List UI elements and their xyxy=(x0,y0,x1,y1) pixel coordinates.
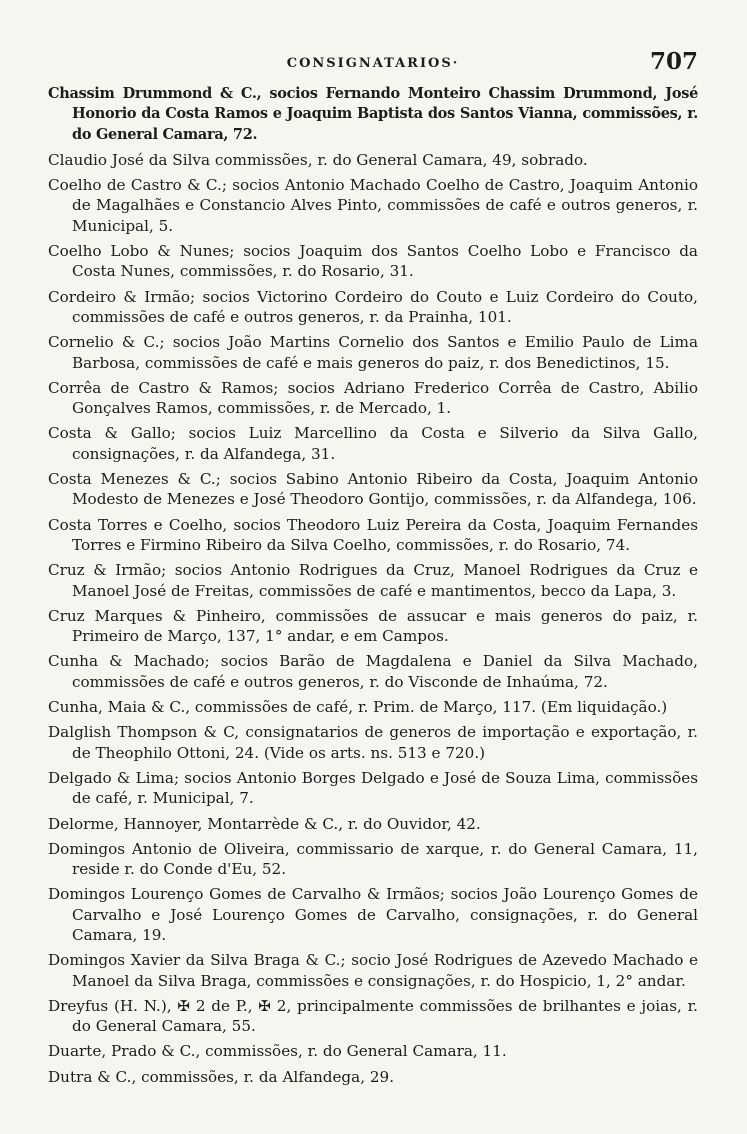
directory-entry: Claudio José da Silva commissões, r. do General Camara, 49, sobrado. xyxy=(48,150,588,169)
directory-entry: Delgado & Lima; socios Antonio Borges Delgado e José de Souza Lima, commissões de café, r. Municipal, 7. xyxy=(48,768,698,808)
directory-entry: Cunha, Maia & C., commissões de café, r. Prim. de Março, 117. (Em liquidação.) xyxy=(48,698,668,717)
entry-list xyxy=(48,84,698,1087)
directory-entry: Domingos Lourenço Gomes de Carvalho & Irmãos; socios João Lourenço Gomes de Carvalho e José Lourenço Gomes de Carvalho, consignações, r. do General Camara, 19. xyxy=(48,885,698,944)
directory-entry: Cornelio & C.; socios João Martins Cornelio dos Santos e Emilio Paulo de Lima Barbosa, commissões de café e mais generos do paiz, r. dos Benedictinos, 15. xyxy=(48,333,698,372)
directory-entry: Dreyfus (H. N.), ✠ 2 de P., ✠ 2, principalmente commissões de brilhantes e joias, r. do General Camara, 55. xyxy=(48,996,698,1036)
directory-entry: Corrêa de Castro & Ramos; socios Adriano Frederico Corrêa de Castro, Abilio Gonçalves Ramos, commissões, r. de Mercado, 1. xyxy=(48,378,698,418)
directory-page xyxy=(48,48,698,1092)
directory-entry: Coelho de Castro & C.; socios Antonio Machado Coelho de Castro, Joaquim Antonio de Magalhães e Constancio Alves Pinto, commissões de café e outros generos, r. Municipal, 5. xyxy=(48,176,698,235)
running-head: CONSIGNATARIOS· xyxy=(286,56,460,71)
directory-entry: Coelho Lobo & Nunes; socios Joaquim dos Santos Coelho Lobo e Francisco da Costa Nunes, commissões, r. do Rosario, 31. xyxy=(48,242,698,281)
page-number: 707 xyxy=(649,48,698,75)
directory-entry: Duarte, Prado & C., commissões, r. do General Camara, 11. xyxy=(48,1042,507,1061)
directory-entry: Cordeiro & Irmão; socios Victorino Cordeiro do Couto e Luiz Cordeiro do Couto, commissões de café e outros generos, r. da Prainha, 101. xyxy=(48,287,698,326)
page-header xyxy=(48,48,698,84)
directory-entry: Chassim Drummond & C., socios Fernando Monteiro Chassim Drummond, José Honorio da Costa Ramos e Joaquim Baptista dos Santos Vianna, commissões, r. do General Camara, 72. xyxy=(48,85,698,143)
directory-entry: Delorme, Hannoyer, Montarrède & C., r. do Ouvidor, 42. xyxy=(48,814,481,833)
directory-entry: Costa Menezes & C.; socios Sabino Antonio Ribeiro da Costa, Joaquim Antonio Modesto de Menezes e José Theodoro Gontijo, commissões, r. da Alfandega, 106. xyxy=(48,470,698,509)
directory-entry: Domingos Antonio de Oliveira, commissario de xarque, r. do General Camara, 11, reside r. do Conde d'Eu, 52. xyxy=(48,839,698,879)
directory-entry: Cruz Marques & Pinheiro, commissões de assucar e mais generos do paiz, r. Primeiro de Março, 137, 1° andar, e em Campos. xyxy=(48,606,698,646)
directory-entry: Cunha & Machado; socios Barão de Magdalena e Daniel da Silva Machado, commissões de café e outros generos, r. do Visconde de Inhaúma, 72. xyxy=(48,652,698,691)
directory-entry: Costa & Gallo; socios Luiz Marcellino da Costa e Silverio da Silva Gallo, consignações, r. da Alfandega, 31. xyxy=(48,424,698,463)
directory-entry: Cruz & Irmão; socios Antonio Rodrigues da Cruz, Manoel Rodrigues da Cruz e Manoel José de Freitas, commissões de café e mantimentos, becco da Lapa, 3. xyxy=(48,561,698,600)
directory-entry: Costa Torres e Coelho, socios Theodoro Luiz Pereira da Costa, Joaquim Fernandes Torres e Firmino Ribeiro da Silva Coelho, commissões, r. do Rosario, 74. xyxy=(48,515,698,554)
directory-entry: Dutra & C., commissões, r. da Alfandega, 29. xyxy=(48,1067,395,1086)
directory-entry: Dalglish Thompson & C, consignatarios de generos de importação e exportação, r. de Theophilo Ottoni, 24. (Vide os arts. ns. 513 e 720.) xyxy=(48,723,698,762)
directory-entry: Domingos Xavier da Silva Braga & C.; socio José Rodrigues de Azevedo Machado e Manoel da Silva Braga, commissões e consignações, r. do Hospicio, 1, 2° andar. xyxy=(48,951,698,990)
